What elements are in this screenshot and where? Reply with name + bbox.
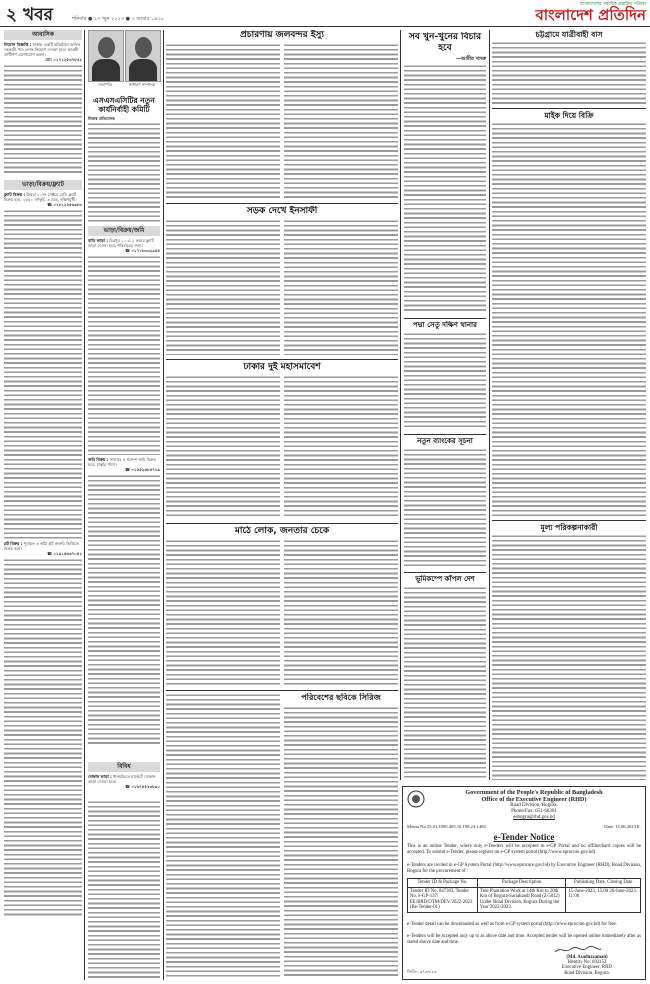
story-divider xyxy=(166,690,398,691)
committee-body xyxy=(88,122,160,222)
tender-note-2: e-Tenders will be accepted only up to as above date and time. Accepted tender will be opened online immediately after as stated above date and time. xyxy=(407,934,641,945)
newspaper-logo[interactable] xyxy=(502,2,646,24)
right-body-3 xyxy=(492,534,646,780)
tender-signer xyxy=(533,955,641,976)
classified-text-block xyxy=(4,209,82,539)
signer-name: (Md. Asaduzzaman) xyxy=(566,955,608,960)
tender-gd-code: জিডি-০৯৭৩৭/২৩ xyxy=(407,969,437,974)
classified-text-block xyxy=(88,800,160,978)
right-headline-2[interactable]: মাইক দিয়ে বিক্রি xyxy=(544,111,594,120)
committee-photos xyxy=(88,30,160,92)
story-divider xyxy=(166,359,398,360)
tender-memo-no: Memo No.35.01.1000.405.16.198.23-1482 xyxy=(407,824,486,829)
classified-text-block xyxy=(88,255,160,455)
side-headline-3[interactable]: নতুন ব্যাংকের সূচনা xyxy=(417,437,473,445)
classifieds-title-awashik: আবাসিক xyxy=(4,30,82,40)
side-body-4 xyxy=(404,586,486,780)
story-body-5b xyxy=(284,706,398,978)
classified-item: জমি বিক্রয় : সাভারে ৫ শতাংশ জমি বিক্রয় হবে, রাস্তার পাশে। ☎ ০১৫৫২৬৮৪৭১৯ xyxy=(88,457,160,472)
table-cell: 15-June-2023, 15:00 26-June-2023, 11:00 xyxy=(566,887,641,912)
tender-phone-fax: Phone/Fax: 051-66301 xyxy=(511,809,557,814)
column-divider xyxy=(84,30,85,980)
classified-item: প্লট বিক্রয় : পূর্বাচল ৩ কাঠা প্লট জরুরি ভিত্তিতে বিক্রয় হবে। ☎ ০১৯১৫৬৬৭০৪২ xyxy=(4,541,82,556)
table-header-cell: Publishing Date, Closing Date xyxy=(566,879,641,888)
govt-emblem-icon xyxy=(407,790,425,808)
story-body-4a xyxy=(166,539,280,686)
tender-table-header xyxy=(408,879,641,888)
table-cell: Tender ID No. 847303, Tender No. e-GP-137/ EE/BRD/OTM/DEV/2022-2023 (Re-Tender-01) xyxy=(408,887,478,912)
tender-date: Date: 15.06.2023 E. xyxy=(604,824,641,829)
table-row xyxy=(408,887,641,912)
classified-item: বাড়ি ভাড়া : মিরপুর ১০ এ ২ রুমের ফ্ল্যাট ভাড়া দেওয়া হবে, পরিবারের জন্য। ☎ ০১৭১৮৩৩২৯৫৪ xyxy=(88,238,160,253)
story-headline-4[interactable]: মাঠে লোক, জনতার চেকে xyxy=(234,526,330,536)
classifieds-title-land: ভাড়া/বিক্রয়/জমি xyxy=(88,226,160,236)
story-divider xyxy=(166,203,398,204)
story-divider xyxy=(404,434,486,435)
classifieds-column xyxy=(4,30,82,980)
column-divider xyxy=(163,30,164,980)
signer-title: Executive Engineer, RHD xyxy=(561,965,613,971)
side-body-3 xyxy=(404,448,486,568)
e-tender-notice xyxy=(402,786,646,980)
story-body-3a xyxy=(166,375,280,519)
signature-icon xyxy=(553,945,603,955)
tender-place-line: Road Division, Bogura. xyxy=(510,803,558,808)
column-divider xyxy=(489,30,490,780)
caption-secretary: সাধারণ সম্পাদক xyxy=(128,82,156,87)
tender-email[interactable]: eebogra@rhd.gov.bd xyxy=(513,815,555,820)
side-byline-1: —আমীর খসরু xyxy=(456,56,486,62)
classified-text-block xyxy=(4,558,82,918)
classifieds-column-2 xyxy=(88,226,160,760)
story-headline-2[interactable]: সড়ক দেখে ইনসাফী xyxy=(246,206,318,216)
right-headline-1[interactable]: চট্টগ্রামে যাত্রীবাহী বাস xyxy=(535,30,603,39)
table-cell: Tree Plantation Work at 14th Km to 20th Km of Bogura-Sariakandi Road (Z-5012) Under Road Division, Bogura During the Year 2022-2023. xyxy=(477,887,566,912)
classifieds-title-rent: ভাড়া/বিক্রয়/ফ্ল্যাট xyxy=(4,180,82,190)
story-divider xyxy=(404,572,486,573)
classified-text-block xyxy=(4,64,82,176)
right-body-2 xyxy=(492,122,646,517)
logo-tagline: বাংলাদেশের সর্বাধিক প্রচারিত পত্রিকা xyxy=(580,2,646,7)
date-line: শনিবার ● ১৭ জুন ২০২৩ ● ৩ আষাঢ় ১৪৩০ xyxy=(72,16,164,22)
classified-text-block xyxy=(88,474,160,744)
classified-item: নিয়োগ বিজ্ঞপ্তি : ঢাকায় একটি প্রতিষ্ঠানে অফিস সহকারী পদে লোক নিয়োগ দেওয়া হবে। আগ্রহী প্রার্থীগণ যোগাযোগ করুন। মো: ০১৭১২৫৩৭৮৫২ xyxy=(4,42,82,62)
story-headline-5[interactable]: পরিবেশের ছবিকে সিরিজ xyxy=(301,693,381,702)
story-body-1b xyxy=(284,43,398,200)
story-body-3b xyxy=(284,375,398,519)
story-headline-3[interactable]: ঢাকার দুই মহাসমাবেশ xyxy=(243,362,321,372)
bibidho-title: বিবিধ xyxy=(88,762,160,772)
tender-title: e-Tender Notice xyxy=(493,832,555,842)
photo-secretary xyxy=(125,30,161,82)
story-body-5a xyxy=(166,693,280,978)
story-body-2a xyxy=(166,219,280,355)
story-body-4b xyxy=(284,539,398,686)
story-body-2b xyxy=(284,219,398,355)
tender-invite: e-Tenders are invited in e-GP System Portal (http://www.eprocure.gov.bd) by Executive Engineer (RHD), Road Division, Bogura for the procurement of : xyxy=(407,863,641,874)
tender-intro: This is an online Tender, where only e-Tenders will be accepted in e-GP Portal and no offline/hard copies will be accepted. To submit e-Tender, please register on e-GP system portal (http://www.eprocure.gov.bd). xyxy=(407,844,641,855)
committee-headline: এসএসএসিটির নতুন কার্যনির্বাহী কমিটি xyxy=(93,96,155,114)
table-header-cell: Package Description xyxy=(477,879,566,888)
story-divider xyxy=(166,523,398,524)
side-headline-2[interactable]: পদ্মা সেতু দক্ষিণ থানার xyxy=(413,321,477,329)
logo-name: বাংলাদেশ প্রতিদিন xyxy=(535,6,646,24)
page-number: ২ খবর xyxy=(6,5,53,25)
side-body-1 xyxy=(404,64,486,314)
story-headline-1[interactable]: প্রচারণায় জলবন্দর ইস্যু xyxy=(240,30,324,40)
side-headline-1[interactable]: সব খুন-খুনের বিচার হবে xyxy=(408,32,482,53)
classified-item: দোকান ভাড়া : ধানমন্ডিতে মার্কেটে দোকান ভাড়া দেওয়া হবে। ☎ ০১৬৭৪৫২৩৮৯০ xyxy=(88,774,160,789)
story-body-1a xyxy=(166,43,280,200)
signer-place: Road Division, Bogura. xyxy=(564,970,610,976)
side-headline-4[interactable]: ভূমিকম্পে কাঁপল দেশ xyxy=(415,575,475,583)
tender-office-line: Office of the Executive Engineer (RHD) xyxy=(481,796,587,803)
caption-president: সভাপতি xyxy=(98,82,112,87)
right-headline-3[interactable]: মূল্য পরিকল্পনাকারী xyxy=(540,523,598,532)
story-divider xyxy=(404,318,486,319)
story-divider xyxy=(492,108,646,109)
tender-note-1: e-Tender detail can be downloaded as well as from e-GP system portal (http://www.eprocure.gov.bd) for free. xyxy=(407,922,617,927)
photo-president xyxy=(88,30,124,82)
column-divider xyxy=(400,30,401,780)
table-header-cell: Tender ID & Package No. xyxy=(408,879,478,888)
tender-gov-line: Government of the People's Republic of Bangladesh xyxy=(465,789,603,796)
signer-id: Identity No: 602153 xyxy=(567,960,607,966)
tender-table xyxy=(407,878,641,913)
classified-item: ফ্ল্যাট বিক্রয় : উত্তরা ১১নং সেক্টরে রেডি ফ্ল্যাট বিক্রয় হবে, ১৩৫০ বর্গফুট, ৩ বেড, দক্ষিণমুখী। ☎ ০১৮১২৪৫৬৯৮৩ xyxy=(4,192,82,207)
page-header xyxy=(0,0,650,27)
right-body-1 xyxy=(492,41,646,105)
committee-byline: নিজস্ব প্রতিবেদক xyxy=(88,116,115,121)
side-body-2 xyxy=(404,332,486,430)
story-divider xyxy=(492,520,646,521)
